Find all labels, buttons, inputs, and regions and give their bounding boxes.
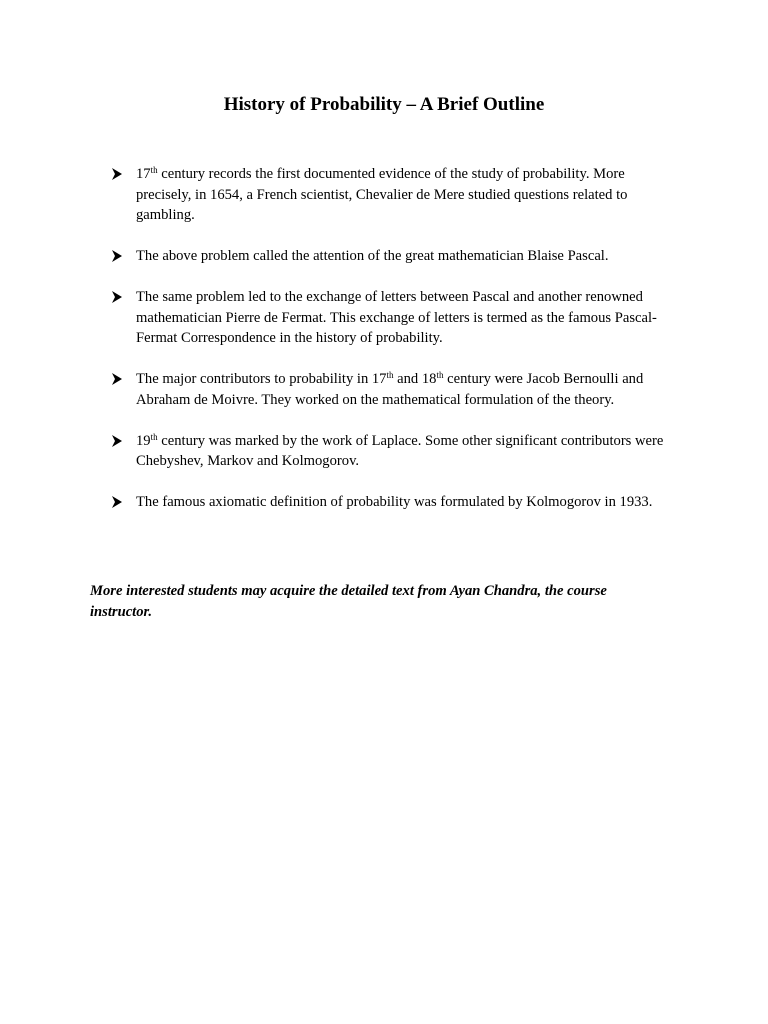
document-title: History of Probability – A Brief Outline [223, 94, 545, 115]
arrowhead-bullet-icon [111, 290, 123, 304]
ordinal-superscript: th [436, 370, 444, 380]
bullet-text-run: and 18 [393, 371, 437, 387]
bullet-text-run: century records the first documented evidence of the study of probability. More precisely, in 1654, a French scientist, Chevalier de Mere studied questions related to gambling. [136, 166, 628, 223]
bullet-item [111, 431, 681, 472]
bullet-text-run: 17 [136, 166, 151, 182]
bullet-text [136, 289, 657, 346]
bullet-text-run: The major contributors to probability in 17 [136, 371, 387, 387]
bullet-text-run: 19 [136, 432, 151, 449]
bullet-text [136, 433, 663, 470]
arrowhead-bullet-icon [111, 167, 123, 181]
bullet-text-run: The same problem led to the exchange of letters between Pascal and another renowned mathematician Pierre de Fermat. This exchange of letters is termed as the famous Pascal-Fermat Correspondence in the history of probability. [136, 289, 657, 346]
bullet-text-run: century were Jacob Bernoulli and Abraham de Moivre. They worked on the mathematical formulation of the theory. [136, 371, 644, 408]
bullet-text [136, 248, 609, 264]
bullet-text [136, 371, 643, 408]
bullet-text-run: The famous axiomatic definition of probability was formulated by Kolmogorov in 1933. [136, 494, 653, 510]
bullet-text [136, 166, 627, 223]
arrowhead-bullet-icon [111, 372, 123, 386]
bullet-text-run: The above problem called the attention of the great mathematician Blaise Pascal. [136, 248, 609, 264]
bullet-item [111, 369, 681, 410]
arrowhead-bullet-icon [111, 249, 123, 263]
bullet-list [111, 164, 681, 533]
ordinal-superscript: th [386, 370, 394, 380]
bullet-item [111, 164, 681, 226]
bullet-item [111, 246, 681, 267]
arrowhead-bullet-icon [111, 434, 123, 448]
arrowhead-bullet-icon [111, 495, 123, 509]
ordinal-superscript: th [150, 431, 158, 442]
bullet-text-run: century was marked by the work of Laplace. Some other significant contributors were Chebyshev, Markov and Kolmogorov. [136, 432, 664, 469]
bullet-item [111, 492, 681, 513]
ordinal-superscript: th [150, 165, 158, 175]
bullet-text [136, 494, 652, 510]
closing-note: More interested students may acquire the detailed text from Ayan Chandra, the course instructor. [90, 583, 607, 620]
bullet-item [111, 287, 681, 349]
